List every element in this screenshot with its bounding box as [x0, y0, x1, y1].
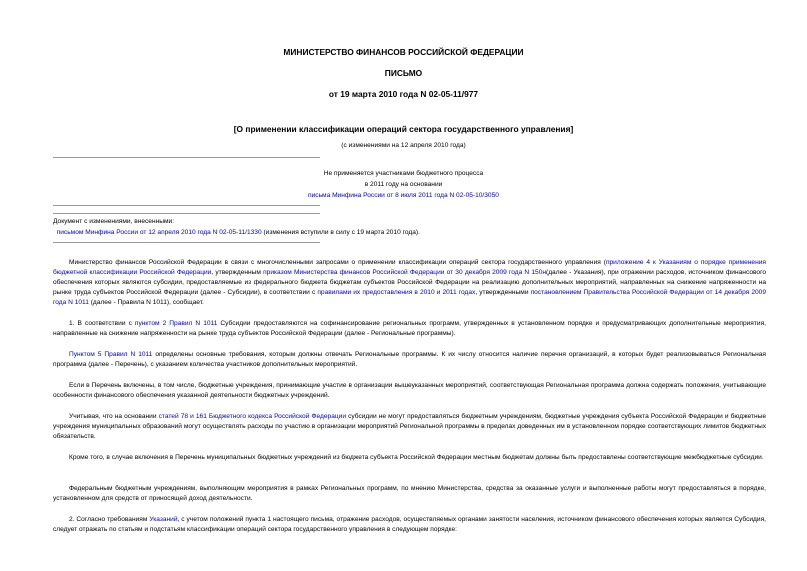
paragraph-1: [53, 319, 766, 339]
link-appendix-4[interactable]: приложение 4 к Указаниям о порядке применения бюджетной классификации Российской Федерации: [53, 259, 766, 276]
ministry-heading: МИНИСТЕРСТВО ФИНАНСОВ РОССИЙСКОЙ ФЕДЕРАЦИИ: [283, 47, 524, 57]
paragraph-text: (далее - Указания), при отражении расходов, источником финансового обеспечения которых являются субсидии, предоставляемые из федерального бюджета бюджетам субъектов Российской Федерации на реализацию дополнительных мероприятий, направленных на снижение напряженности на рынке труда субъектов Российской Федерации (далее - Субсидии), в соответствии с: [53, 269, 767, 296]
divider: [53, 213, 320, 214]
link-resolution-1011[interactable]: постановлением Правительства Российской Федерации от 14 декабря 2009 года N 1011: [53, 289, 766, 306]
document-type-heading: ПИСЬМО: [384, 68, 423, 78]
not-applied-line-1: Не применяется участниками бюджетного процесса: [323, 170, 484, 177]
document-subject: [О применении классификации операций сектора государственного управления]: [233, 124, 574, 134]
link-order-150n[interactable]: приказом Министерства финансов Российской Федерации от 30 декабря 2009 года N 150н: [263, 269, 547, 276]
paragraph-text: , утвержденным: [211, 269, 264, 276]
document-changes-label: Документ с изменениями, внесенными:: [53, 218, 175, 225]
paragraph-text: 1. В соответствии с: [69, 320, 135, 327]
document-changes-suffix: (изменения вступили в силу с 19 марта 2010 года).: [261, 229, 420, 236]
document-date-number: от 19 марта 2010 года N 02-05-11/977: [328, 89, 479, 99]
divider: [53, 242, 320, 243]
paragraph-text: Министерство финансов Российской Федерации в связи с многочисленными запросами о применении классификации операций сектора государственного управления (: [69, 259, 606, 266]
link-rules-item-2[interactable]: пунктом 2 Правил N 1011: [134, 320, 218, 327]
paragraph-text: определены основные требования, которым должны отвечать Региональные программы. К их числу относится наличие перечня организаций, в которых будет реализовываться Региональная программа (далее - Перечень), с указанием количества участников дополнительных мероприятий.: [53, 351, 767, 368]
not-applied-note: [0, 168, 807, 201]
link-budget-code-articles[interactable]: статей 78 и 161 Бюджетного кодекса Российской Федерации: [158, 413, 347, 420]
paragraph-requirements: [53, 350, 766, 370]
not-applied-link[interactable]: письма Минфина России от 8 июля 2011 года N 02-05-10/3050: [308, 192, 499, 199]
not-applied-line-2: в 2011 году на основании: [364, 181, 443, 188]
paragraph-text: , с учетом положений пункта 1 настоящего письма, отражение расходов, осуществляемых органами занятости населения, источником финансового обеспечения которых является Субсидия, следует отражать по статьям и подстатьям классификации операций сектора государственного управления в следующем порядке:: [53, 516, 766, 533]
paragraph-municipal: Кроме того, в случае включения в Перечень муниципальных бюджетных учреждений из бюджета субъекта Российской Федерации местным бюджетам должны быть предоставлены соответствующие межбюджетные субсидии.: [69, 454, 764, 461]
paragraph-text: , утвержденными: [475, 289, 531, 296]
paragraph-text: субсидии не могут предоставляться бюджетным учреждениям, бюджетные учреждения субъекта Российской Федерации и бюджетные учреждения муниципальных образований могут осуществлять расходы по участию в организации мероприятий Региональной программы в пределах доведенных им в установленном порядке соответствующих лимитов бюджетных обязательств.: [53, 413, 767, 440]
paragraph-text: Учитывая, что на основании: [69, 413, 159, 420]
paragraph-text: (далее - Правила N 1011), сообщает.: [88, 299, 204, 306]
document-changes-link[interactable]: письмом Минфина России от 12 апреля 2010 года N 02-05-11/1330: [56, 229, 262, 236]
paragraph-intro: [53, 258, 766, 308]
link-rules-2010-2011[interactable]: правилами их предоставления в 2010 и 2011 годах: [317, 289, 476, 296]
paragraph-budget-institutions: Если в Перечень включены, в том числе, бюджетные учреждения, принимающие участие в организации вышеуказанных мероприятий, соответствующая Региональная программа должна содержать положения, учитывающие особенности финансового обеспечения указанной деятельности бюджетных учреждений.: [53, 382, 766, 399]
divider: [53, 157, 320, 158]
paragraph-2: [53, 515, 766, 535]
document-changes-box: [53, 216, 753, 238]
link-rules-item-5[interactable]: Пунктом 5 Правил N 1011: [69, 351, 153, 358]
paragraph-budget-code: [53, 412, 766, 442]
paragraph-text: 2. Согласно требованиям: [69, 516, 150, 523]
paragraph-federal: Федеральным бюджетным учреждениям, выполняющим мероприятия в рамках Региональных программ, по мнению Министерства, средства за оказанные услуги и выполненные работы могут предоставляться в порядке, установленном для средств от приносящей доход деятельности.: [53, 485, 766, 502]
link-instructions[interactable]: Указаний: [149, 516, 178, 523]
divider: [53, 205, 320, 206]
paragraph-text: Субсидии предоставляются на софинансирование региональных программ, утвержденных в установленном порядке и предусматривающих дополнительные мероприятия, направленные на снижение напряженности на рынке труда субъектов Российской Федерации (далее - Региональные программы).: [53, 320, 766, 337]
changes-note: (с изменениями на 12 апреля 2010 года): [341, 142, 466, 149]
